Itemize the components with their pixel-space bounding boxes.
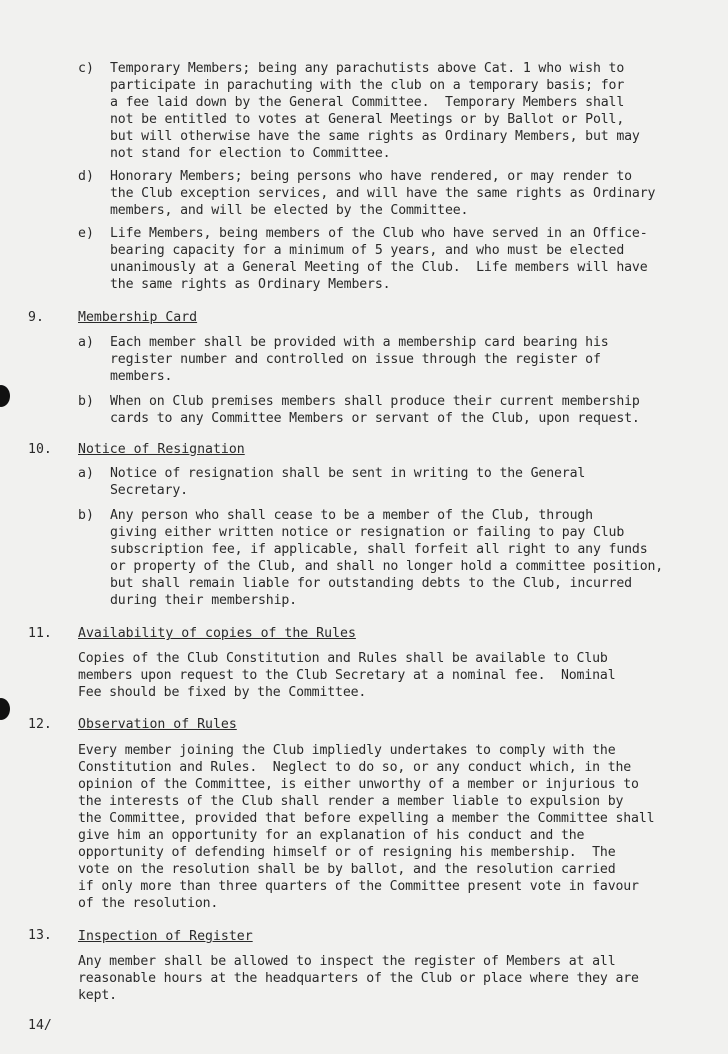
text-line: members.: [110, 369, 173, 384]
text-line: giving either written notice or resignation or failing to pay Club: [110, 525, 625, 540]
text-line: Every member joining the Club impliedly undertakes to comply with the: [78, 743, 616, 758]
page-continuation-marker: 14/: [28, 1018, 52, 1033]
text-line: the Club exception services, and will have the same rights as Ordinary: [110, 186, 656, 201]
text-line: When on Club premises members shall produce their current membership: [110, 394, 640, 409]
section-12-text: [78, 742, 654, 912]
text-line: not be entitled to votes at General Meetings or by Ballot or Poll,: [110, 112, 625, 127]
section-11-text: [78, 650, 615, 701]
text-line: the same rights as Ordinary Members.: [110, 277, 391, 292]
text-line: give him an opportunity for an explanation of his conduct and the: [78, 828, 585, 843]
text-line: if only more than three quarters of the Committee present vote in favour: [78, 879, 639, 894]
text-line: Any member shall be allowed to inspect the register of Members at all: [78, 954, 616, 969]
text-line: opportunity of defending himself or of resigning his membership. The: [78, 845, 616, 860]
text-line: or property of the Club, and shall no longer hold a committee position,: [110, 559, 664, 574]
section-number: 9.: [28, 310, 44, 325]
item-marker: b): [78, 508, 94, 523]
text-line: Honorary Members; being persons who have rendered, or may render to: [110, 169, 632, 184]
item-marker: a): [78, 466, 94, 481]
text-line: not stand for election to Committee.: [110, 146, 391, 161]
punch-hole: [0, 698, 10, 720]
item-10a-text: [110, 465, 585, 499]
section-number: 12.: [28, 717, 52, 732]
text-line: unanimously at a General Meeting of the Club. Life members will have: [110, 260, 648, 275]
text-line: register number and controlled on issue through the register of: [110, 352, 601, 367]
text-line: of the resolution.: [78, 896, 219, 911]
text-line: members, and will be elected by the Committee.: [110, 203, 469, 218]
section-number: 13.: [28, 928, 52, 943]
text-line: Fee should be fixed by the Committee.: [78, 685, 367, 700]
punch-hole: [0, 385, 10, 407]
text-line: reasonable hours at the headquarters of the Club or place where they are: [78, 971, 639, 986]
text-line: vote on the resolution shall be by ballot, and the resolution carried: [78, 862, 616, 877]
text-line: subscription fee, if applicable, shall forfeit all right to any funds: [110, 542, 648, 557]
item-9b-text: [110, 393, 640, 427]
item-marker: a): [78, 335, 94, 350]
text-line: Constitution and Rules. Neglect to do so, or any conduct which, in the: [78, 760, 632, 775]
text-line: Secretary.: [110, 483, 188, 498]
text-line: the Committee, provided that before expelling a member the Committee shall: [78, 811, 655, 826]
text-line: cards to any Committee Members or servant of the Club, upon request.: [110, 411, 640, 426]
section-heading: Inspection of Register: [78, 929, 253, 944]
text-line: Notice of resignation shall be sent in writing to the General: [110, 466, 586, 481]
section-heading: Membership Card: [78, 310, 198, 325]
text-line: Each member shall be provided with a membership card bearing his: [110, 335, 609, 350]
item-c-text: [110, 60, 640, 162]
text-line: but shall remain liable for outstanding debts to the Club, incurred: [110, 576, 632, 591]
text-line: but will otherwise have the same rights as Ordinary Members, but may: [110, 129, 640, 144]
text-line: bearing capacity for a minimum of 5 years, and who must be elected: [110, 243, 625, 258]
section-13-text: [78, 953, 639, 1004]
section-heading: Availability of copies of the Rules: [78, 626, 356, 641]
text-line: Temporary Members; being any parachutists above Cat. 1 who wish to: [110, 61, 625, 76]
section-number: 11.: [28, 626, 52, 641]
text-line: Life Members, being members of the Club who have served in an Office-: [110, 226, 648, 241]
text-line: the interests of the Club shall render a member liable to expulsion by: [78, 794, 624, 809]
text-line: participate in parachuting with the club on a temporary basis; for: [110, 78, 625, 93]
item-marker: e): [78, 226, 94, 241]
text-line: members upon request to the Club Secretary at a nominal fee. Nominal: [78, 668, 616, 683]
item-d-text: [110, 168, 655, 219]
text-line: Copies of the Club Constitution and Rules shall be available to Club: [78, 651, 608, 666]
text-line: Any person who shall cease to be a member of the Club, through: [110, 508, 593, 523]
item-9a-text: [110, 334, 609, 385]
section-number: 10.: [28, 442, 52, 457]
item-10b-text: [110, 507, 663, 609]
text-line: opinion of the Committee, is either unworthy of a member or injurious to: [78, 777, 639, 792]
item-marker: c): [78, 61, 94, 76]
text-line: a fee laid down by the General Committee. Temporary Members shall: [110, 95, 625, 110]
item-marker: d): [78, 169, 94, 184]
section-heading: Notice of Resignation: [78, 442, 245, 457]
text-line: kept.: [78, 988, 117, 1003]
item-e-text: [110, 225, 647, 293]
text-line: during their membership.: [110, 593, 297, 608]
section-heading: Observation of Rules: [78, 717, 237, 732]
item-marker: b): [78, 394, 94, 409]
